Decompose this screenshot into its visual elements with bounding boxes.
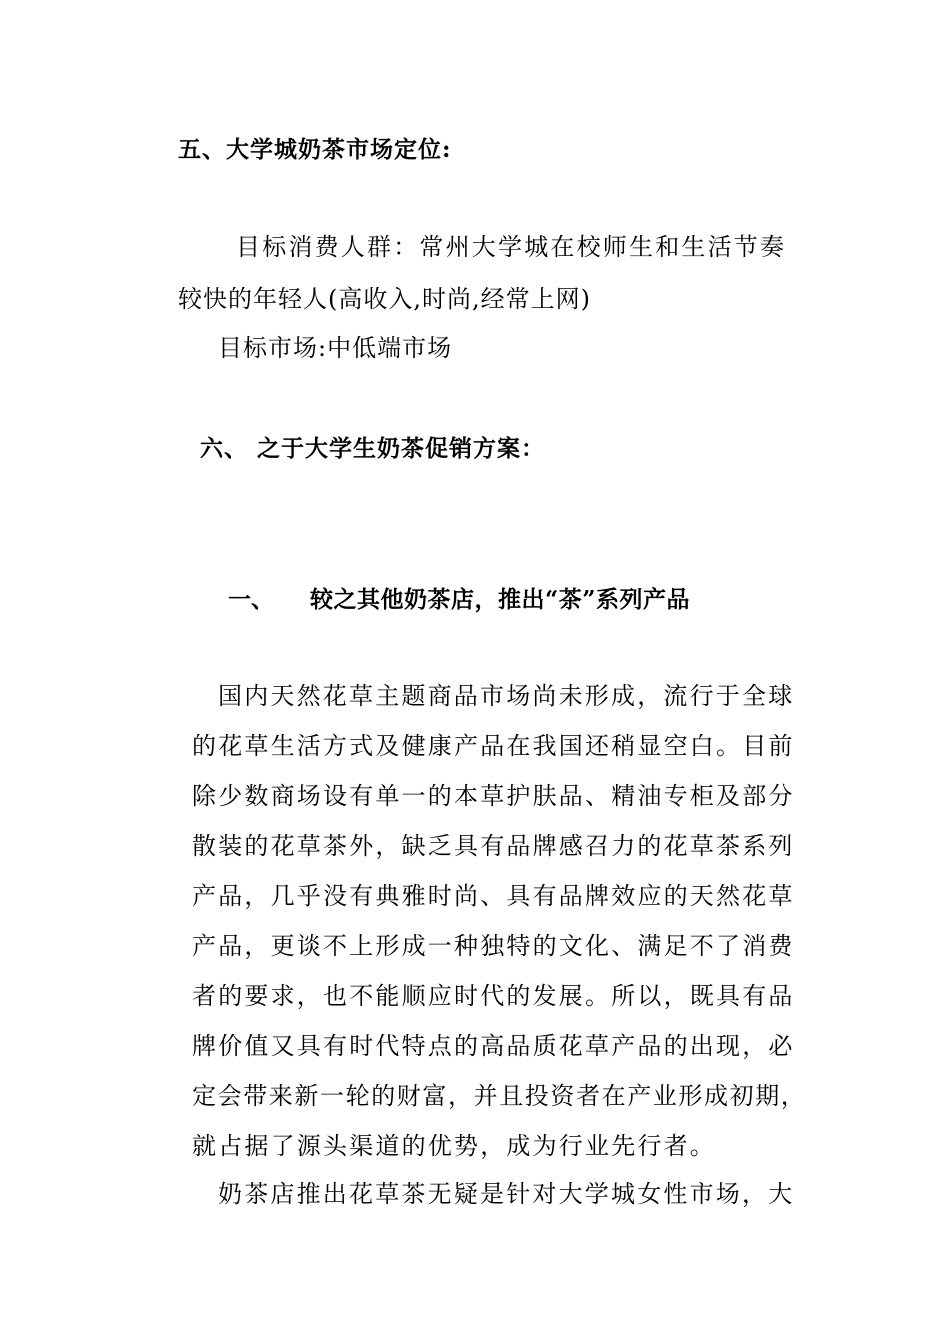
paragraph-1-line-3: 除少数商场设有单一的本草护肤品、精油专柜及部分 <box>192 782 795 810</box>
target-consumers-line-2: 较快的年轻人(高收入,时尚,经常上网) <box>178 285 591 313</box>
target-consumers-line-1: 目标消费人群：常州大学城在校师生和生活节奏 <box>236 233 787 261</box>
target-market-line: 目标市场:中低端市场 <box>218 334 453 362</box>
subsection-number: 一、 <box>228 586 274 613</box>
paragraph-2-line-1: 奶茶店推出花草茶无疑是针对大学城女性市场，大 <box>218 1180 795 1208</box>
paragraph-1-line-6: 产品，更谈不上形成一种独特的文化、满足不了消费 <box>192 932 795 960</box>
section-6-heading: 六、 之于大学生奶茶促销方案： <box>200 435 546 462</box>
paragraph-1-line-8: 牌价值又具有时代特点的高品质花草产品的出现，必 <box>192 1032 795 1060</box>
paragraph-1-line-7: 者的要求，也不能顺应时代的发展。所以，既具有品 <box>192 982 795 1010</box>
paragraph-1-line-2: 的花草生活方式及健康产品在我国还稍显空白。目前 <box>192 732 795 760</box>
paragraph-1-line-4: 散装的花草茶外，缺乏具有品牌感召力的花草茶系列 <box>192 832 795 860</box>
section-5-heading: 五、大学城奶茶市场定位: <box>178 136 452 163</box>
paragraph-1-line-5: 产品，几乎没有典雅时尚、具有品牌效应的天然花草 <box>192 882 795 910</box>
paragraph-1-line-10: 就占据了源头渠道的优势，成为行业先行者。 <box>192 1132 716 1160</box>
subsection-title: 较之其他奶茶店，推出“茶”系列产品 <box>310 586 690 613</box>
paragraph-1-line-1: 国内天然花草主题商品市场尚未形成，流行于全球 <box>218 682 795 710</box>
paragraph-1-line-9: 定会带来新一轮的财富，并且投资者在产业形成初期， <box>192 1082 807 1110</box>
